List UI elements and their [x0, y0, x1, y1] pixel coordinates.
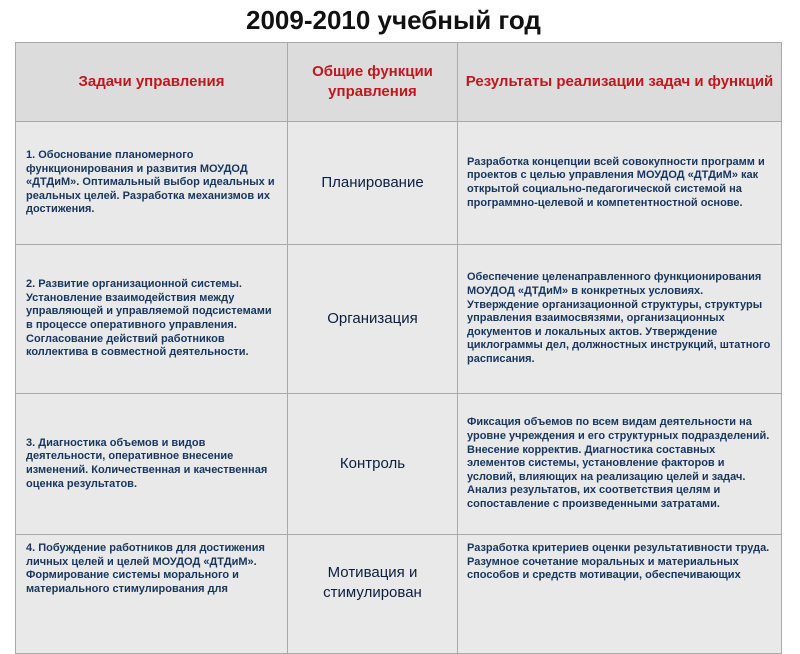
management-table: [15, 42, 782, 654]
function-cell: Мотивация и стимулирован: [288, 535, 458, 654]
task-cell: 4. Побуждение работников для достижения личных целей и целей МОУДОД «ДТДиМ». Формирование системы морального и материального стимулирования для: [16, 535, 288, 654]
table-row: [16, 394, 782, 535]
header-row: [16, 43, 782, 122]
result-cell: Фиксация объемов по всем видам деятельности на уровне учреждения и его структурных подразделений. Внесение корректив. Диагностика составных элементов системы, установление факторов и условий, влияющих на реализацию целей и задач. Анализ результатов, их соответствия целям и сопоставление с произведенными затратами.: [458, 394, 782, 535]
task-cell: 2. Развитие организационной системы. Установление взаимодействия между управляющей и управляемой подсистемами в процессе оперативного управления. Согласование действий работников коллектива в совместной деятельности.: [16, 245, 288, 394]
page-title: 2009-2010 учебный год: [246, 5, 541, 35]
function-cell: Контроль: [288, 394, 458, 535]
task-cell: 1. Обоснование планомерного функционирования и развития МОУДОД «ДТДиМ». Оптимальный выбор идеальных и реальных целей. Разработка механизмов их достижения.: [16, 122, 288, 245]
header-functions: Общие функции управления: [288, 43, 458, 122]
result-cell: Разработка критериев оценки результативности труда. Разумное сочетание моральных и материальных способов и средств мотивации, обеспечивающих: [458, 535, 782, 654]
table-row: [16, 245, 782, 394]
result-cell: Обеспечение целенаправленного функционирования МОУДОД «ДТДиМ» в конкретных условиях. Утверждение организационной структуры, структуры управления взаимосвязями, организационных документов и локальных актов. Утверждение циклограммы дел, должностных инструкций, штатного расписания.: [458, 245, 782, 394]
result-cell: Разработка концепции всей совокупности программ и проектов с целью управления МОУДОД «ДТДиМ» как открытой социально-педагогической системой на программно-целевой и компетентностной основе.: [458, 122, 782, 245]
header-results: Результаты реализации задач и функций: [458, 43, 782, 122]
table-row: [16, 122, 782, 245]
task-cell: 3. Диагностика объемов и видов деятельности, оперативное внесение изменений. Количественная и качественная оценка результатов.: [16, 394, 288, 535]
function-cell: Организация: [288, 245, 458, 394]
function-cell: Планирование: [288, 122, 458, 245]
header-tasks: Задачи управления: [16, 43, 288, 122]
table-row: [16, 535, 782, 654]
